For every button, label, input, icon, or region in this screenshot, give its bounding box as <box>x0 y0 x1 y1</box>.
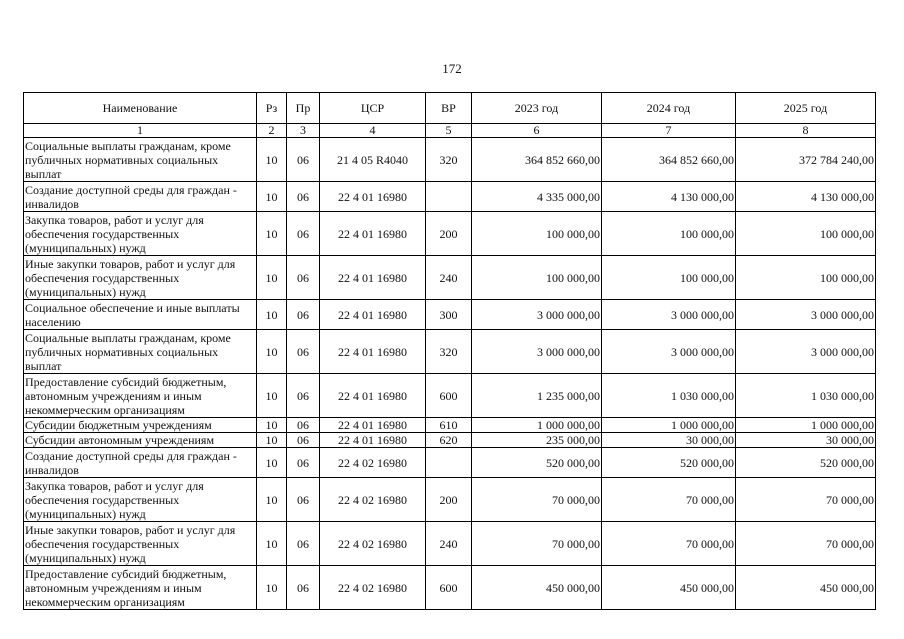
column-number: 8 <box>736 124 876 138</box>
row-pr: 06 <box>287 182 320 212</box>
row-rz: 10 <box>257 566 287 610</box>
row-vr: 300 <box>426 300 472 330</box>
row-name: Субсидии бюджетным учреждениям <box>24 418 257 433</box>
row-amount-2025: 520 000,00 <box>736 448 876 478</box>
table-row <box>24 566 876 610</box>
row-pr: 06 <box>287 212 320 256</box>
table-row <box>24 330 876 374</box>
column-number: 3 <box>287 124 320 138</box>
row-vr <box>426 448 472 478</box>
row-amount-2023: 450 000,00 <box>472 566 602 610</box>
row-csr: 22 4 01 16980 <box>320 182 426 212</box>
row-amount-2025: 30 000,00 <box>736 433 876 448</box>
row-csr: 22 4 01 16980 <box>320 433 426 448</box>
table-row <box>24 374 876 418</box>
row-name: Предоставление субсидий бюджетным, автономным учреждениям и иным некоммерческим организациям <box>24 566 257 610</box>
row-amount-2025: 3 000 000,00 <box>736 300 876 330</box>
column-number: 7 <box>602 124 736 138</box>
row-csr: 22 4 01 16980 <box>320 212 426 256</box>
row-rz: 10 <box>257 182 287 212</box>
header-vr: ВР <box>426 93 472 124</box>
row-vr: 600 <box>426 566 472 610</box>
row-amount-2023: 100 000,00 <box>472 256 602 300</box>
table-row <box>24 212 876 256</box>
row-csr: 22 4 01 16980 <box>320 300 426 330</box>
row-name: Субсидии автономным учреждениям <box>24 433 257 448</box>
row-name: Предоставление субсидий бюджетным, автономным учреждениям и иным некоммерческим организациям <box>24 374 257 418</box>
row-vr: 600 <box>426 374 472 418</box>
row-csr: 21 4 05 R4040 <box>320 138 426 182</box>
row-amount-2023: 4 335 000,00 <box>472 182 602 212</box>
row-pr: 06 <box>287 300 320 330</box>
row-rz: 10 <box>257 448 287 478</box>
row-rz: 10 <box>257 212 287 256</box>
row-amount-2024: 3 000 000,00 <box>602 300 736 330</box>
row-amount-2024: 100 000,00 <box>602 256 736 300</box>
table-header-row <box>24 93 876 124</box>
row-pr: 06 <box>287 566 320 610</box>
row-amount-2024: 1 030 000,00 <box>602 374 736 418</box>
row-rz: 10 <box>257 418 287 433</box>
header-name: Наименование <box>24 93 257 124</box>
row-rz: 10 <box>257 374 287 418</box>
table-row <box>24 182 876 212</box>
row-amount-2023: 1 235 000,00 <box>472 374 602 418</box>
row-vr: 200 <box>426 212 472 256</box>
row-vr <box>426 182 472 212</box>
row-csr: 22 4 01 16980 <box>320 330 426 374</box>
table-row <box>24 138 876 182</box>
row-vr: 200 <box>426 478 472 522</box>
row-amount-2023: 235 000,00 <box>472 433 602 448</box>
row-rz: 10 <box>257 256 287 300</box>
row-vr: 320 <box>426 138 472 182</box>
header-2024: 2024 год <box>602 93 736 124</box>
row-name: Закупка товаров, работ и услуг для обеспечения государственных (муниципальных) нужд <box>24 212 257 256</box>
row-rz: 10 <box>257 300 287 330</box>
row-pr: 06 <box>287 418 320 433</box>
header-2023: 2023 год <box>472 93 602 124</box>
header-rz: Рз <box>257 93 287 124</box>
table-row <box>24 300 876 330</box>
row-pr: 06 <box>287 374 320 418</box>
row-amount-2024: 364 852 660,00 <box>602 138 736 182</box>
row-amount-2025: 70 000,00 <box>736 522 876 566</box>
row-csr: 22 4 02 16980 <box>320 448 426 478</box>
row-amount-2023: 70 000,00 <box>472 478 602 522</box>
row-amount-2023: 3 000 000,00 <box>472 300 602 330</box>
row-pr: 06 <box>287 522 320 566</box>
row-amount-2023: 1 000 000,00 <box>472 418 602 433</box>
row-vr: 620 <box>426 433 472 448</box>
row-amount-2025: 100 000,00 <box>736 212 876 256</box>
table-row <box>24 478 876 522</box>
header-pr: Пр <box>287 93 320 124</box>
row-pr: 06 <box>287 433 320 448</box>
column-number: 2 <box>257 124 287 138</box>
column-number: 6 <box>472 124 602 138</box>
table-row <box>24 418 876 433</box>
row-amount-2024: 520 000,00 <box>602 448 736 478</box>
row-amount-2023: 70 000,00 <box>472 522 602 566</box>
header-2025: 2025 год <box>736 93 876 124</box>
row-amount-2024: 100 000,00 <box>602 212 736 256</box>
row-csr: 22 4 02 16980 <box>320 478 426 522</box>
table-row <box>24 522 876 566</box>
row-csr: 22 4 02 16980 <box>320 522 426 566</box>
row-amount-2024: 70 000,00 <box>602 478 736 522</box>
row-amount-2024: 3 000 000,00 <box>602 330 736 374</box>
row-amount-2023: 364 852 660,00 <box>472 138 602 182</box>
row-vr: 240 <box>426 256 472 300</box>
header-csr: ЦСР <box>320 93 426 124</box>
row-amount-2023: 3 000 000,00 <box>472 330 602 374</box>
row-pr: 06 <box>287 478 320 522</box>
row-csr: 22 4 02 16980 <box>320 566 426 610</box>
row-name: Социальные выплаты гражданам, кроме публичных нормативных социальных выплат <box>24 330 257 374</box>
row-vr: 240 <box>426 522 472 566</box>
row-rz: 10 <box>257 478 287 522</box>
row-amount-2024: 70 000,00 <box>602 522 736 566</box>
row-name: Иные закупки товаров, работ и услуг для обеспечения государственных (муниципальных) нужд <box>24 256 257 300</box>
row-amount-2024: 1 000 000,00 <box>602 418 736 433</box>
row-amount-2023: 100 000,00 <box>472 212 602 256</box>
row-amount-2025: 4 130 000,00 <box>736 182 876 212</box>
row-name: Социальные выплаты гражданам, кроме публичных нормативных социальных выплат <box>24 138 257 182</box>
row-amount-2025: 372 784 240,00 <box>736 138 876 182</box>
row-amount-2025: 450 000,00 <box>736 566 876 610</box>
row-csr: 22 4 01 16980 <box>320 418 426 433</box>
row-vr: 610 <box>426 418 472 433</box>
row-name: Закупка товаров, работ и услуг для обеспечения государственных (муниципальных) нужд <box>24 478 257 522</box>
row-name: Иные закупки товаров, работ и услуг для обеспечения государственных (муниципальных) нужд <box>24 522 257 566</box>
table-row <box>24 256 876 300</box>
row-name: Создание доступной среды для граждан - инвалидов <box>24 182 257 212</box>
row-amount-2025: 100 000,00 <box>736 256 876 300</box>
page-number: 172 <box>442 61 462 76</box>
row-amount-2025: 3 000 000,00 <box>736 330 876 374</box>
row-amount-2025: 70 000,00 <box>736 478 876 522</box>
row-amount-2025: 1 000 000,00 <box>736 418 876 433</box>
row-rz: 10 <box>257 138 287 182</box>
column-number: 5 <box>426 124 472 138</box>
row-pr: 06 <box>287 256 320 300</box>
row-amount-2023: 520 000,00 <box>472 448 602 478</box>
row-pr: 06 <box>287 448 320 478</box>
row-amount-2024: 30 000,00 <box>602 433 736 448</box>
row-amount-2025: 1 030 000,00 <box>736 374 876 418</box>
row-rz: 10 <box>257 522 287 566</box>
budget-table <box>23 92 876 610</box>
table-row <box>24 433 876 448</box>
column-number-row <box>24 124 876 138</box>
row-rz: 10 <box>257 433 287 448</box>
row-name: Социальное обеспечение и иные выплаты населению <box>24 300 257 330</box>
column-number: 4 <box>320 124 426 138</box>
row-amount-2024: 450 000,00 <box>602 566 736 610</box>
row-rz: 10 <box>257 330 287 374</box>
row-name: Создание доступной среды для граждан - инвалидов <box>24 448 257 478</box>
row-amount-2024: 4 130 000,00 <box>602 182 736 212</box>
row-pr: 06 <box>287 138 320 182</box>
row-csr: 22 4 01 16980 <box>320 374 426 418</box>
row-csr: 22 4 01 16980 <box>320 256 426 300</box>
row-pr: 06 <box>287 330 320 374</box>
table-row <box>24 448 876 478</box>
column-number: 1 <box>24 124 257 138</box>
row-vr: 320 <box>426 330 472 374</box>
